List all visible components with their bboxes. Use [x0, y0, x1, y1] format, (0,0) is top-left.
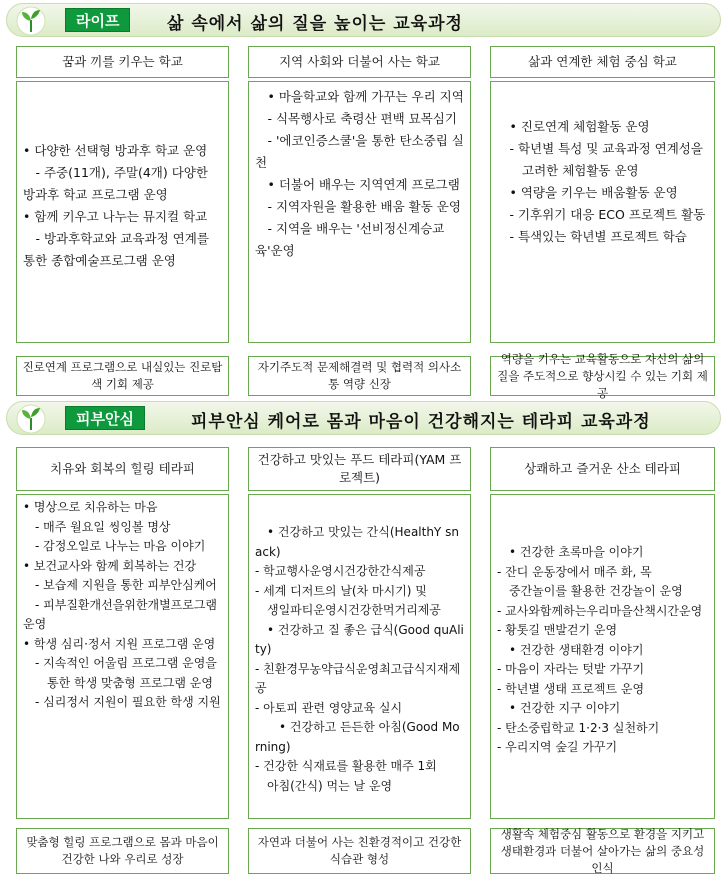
sprout-icon — [13, 404, 49, 434]
list-item: • 건강한 초록마을 이야기 — [497, 545, 644, 559]
list-item: - 특색있는 학년별 프로젝트 학습 — [497, 229, 687, 244]
s2-col1-foot: 맞춤형 힐링 프로그램으로 몸과 마음이 건강한 나와 우리로 성장 — [16, 828, 229, 874]
s2-col3-foot: 생활속 체험중심 활동으로 환경을 지키고 생태환경과 더불어 살아가는 삶의 중요성 인식 — [490, 828, 715, 874]
section1-badge: 라이프 — [65, 8, 130, 32]
list-item: - 매주 월요일 씽잉볼 명상 — [23, 519, 171, 534]
s1-col1-body — [16, 81, 229, 343]
list-item: • 건강하고 맛있는 간식(HealthY snack) — [255, 525, 459, 559]
list-item: - 식목행사로 축령산 편백 묘목심기 — [255, 111, 457, 126]
list-item: • 더불어 배우는 지역연계 프로그램 — [255, 177, 460, 192]
s2-col1-body — [16, 494, 229, 819]
list-item: - 학교행사운영시건강한간식제공 — [255, 564, 426, 578]
list-item: - 심리정서 지원이 필요한 학생 지원 — [23, 695, 221, 709]
list-item: 고려한 체험활동 운영 — [497, 163, 639, 178]
section1-title: 삶 속에서 삶의 질을 높이는 교육과정 — [167, 14, 463, 34]
list-item: • 건강한 지구 이야기 — [497, 701, 621, 715]
list-item: - 학년별 생태 프로젝트 운영 — [497, 681, 645, 696]
list-item: - 잔디 운동장에서 매주 화, 목 — [497, 564, 652, 579]
s1-col2-foot: 자기주도적 문제해결력 및 협력적 의사소통 역량 신장 — [248, 356, 471, 396]
list-item: - 지속적인 어울림 프로그램 운영을 — [23, 656, 217, 670]
list-item: - 세계 디저트의 날(차 마시기) 및 — [255, 583, 427, 598]
list-item: - 보습제 지원을 통한 피부안심케어 — [23, 578, 217, 592]
s2-col3-head: 상쾌하고 즐거운 산소 테라피 — [490, 447, 715, 491]
list-item: - '에코인증스쿨'을 통한 탄소중립 실천 — [255, 133, 464, 170]
list-item: 통한 학생 맞춤형 프로그램 운영 — [23, 675, 213, 690]
s1-col3-head: 삶과 연계한 체험 중심 학교 — [490, 46, 715, 78]
list-item: 중간놀이를 활용한 건강놀이 운영 — [497, 584, 683, 598]
list-item: • 건강한 생태환경 이야기 — [497, 642, 644, 657]
list-item: • 건강하고 질 좋은 급식(Good quAlity) — [255, 622, 464, 656]
list-item: • 명상으로 치유하는 마음 — [23, 500, 158, 514]
s2-col2-head: 건강하고 맛있는 푸드 테라피(YAM 프로젝트) — [248, 447, 471, 491]
list-item: - 황톳길 맨발걷기 운영 — [497, 623, 618, 637]
list-item: - 지역을 배우는 '선비정신계승교육'운영 — [255, 221, 445, 258]
list-item: - 교사와함께하는우리마을산책시간운영 — [497, 603, 703, 618]
list-item: - 건강한 식재료를 활용한 매주 1회 — [255, 759, 437, 773]
list-item: - 주중(11개), 주말(4개) 다양한 방과후 학교 프로그램 운영 — [23, 165, 208, 202]
list-item: - 우리지역 숲길 가꾸기 — [497, 740, 618, 754]
list-item: • 건강하고 든든한 아침(Good Morning) — [255, 720, 460, 754]
list-item: - 마음이 자라는 텃밭 가꾸기 — [497, 662, 645, 676]
list-item: • 진로연계 체험활동 운영 — [497, 119, 650, 134]
list-item: • 마을학교와 함께 가꾸는 우리 지역 — [255, 89, 464, 104]
s2-col2-foot: 자연과 더불어 사는 친환경적이고 건강한 식습관 형성 — [248, 828, 471, 874]
list-item: - 아토피 관련 영양교육 실시 — [255, 700, 403, 715]
list-item: - 탄소중립학교 1·2·3 실천하기 — [497, 720, 660, 735]
list-item: • 함께 키우고 나누는 뮤지컬 학교 — [23, 209, 208, 224]
s2-col1-head: 치유와 회복의 힐링 테라피 — [16, 447, 229, 491]
list-item: • 보건교사와 함께 회복하는 건강 — [23, 558, 197, 573]
s1-col2-head: 지역 사회와 더불어 사는 학교 — [248, 46, 471, 78]
s1-col1-foot: 진로연계 프로그램으로 내실있는 진로탐색 기회 제공 — [16, 356, 229, 396]
list-item: - 지역자원을 활용한 배움 활동 운영 — [255, 199, 461, 214]
list-item: - 피부질환개선을위한개별프로그램운영 — [23, 597, 218, 631]
list-item: • 다양한 선택형 방과후 학교 운영 — [23, 143, 208, 158]
s2-col3-body — [490, 494, 715, 819]
list-item: - 감정오일로 나누는 마음 이야기 — [23, 539, 206, 553]
list-item: - 기후위기 대응 ECO 프로젝트 활동 — [497, 207, 706, 222]
list-item: 아침(간식) 먹는 날 운영 — [255, 778, 393, 793]
section2-title: 피부안심 케어로 몸과 마음이 건강해지는 테라피 교육과정 — [191, 412, 651, 432]
section2-badge: 피부안심 — [65, 406, 145, 430]
s1-col3-foot: 역량을 키우는 교육활동으로 자신의 삶의 질을 주도적으로 향상시킬 수 있는 기회 제공 — [490, 356, 715, 396]
sprout-icon — [13, 6, 49, 36]
list-item: - 방과후학교와 교육과정 연계를 통한 종합예술프로그램 운영 — [23, 231, 209, 268]
s2-col2-body — [248, 494, 471, 819]
list-item: - 학년별 특성 및 교육과정 연계성을 — [497, 141, 703, 156]
section1-banner — [6, 3, 721, 37]
list-item: - 친환경무농약급식운영최고급식지재제공 — [255, 661, 461, 695]
s1-col3-body — [490, 81, 715, 343]
list-item: • 학생 심리·정서 지원 프로그램 운영 — [23, 636, 216, 651]
list-item: • 역량을 키우는 배움활동 운영 — [497, 185, 678, 200]
s1-col2-body — [248, 81, 471, 343]
s1-col1-head: 꿈과 끼를 키우는 학교 — [16, 46, 229, 78]
list-item: 생일파티운영시건강한먹거리제공 — [255, 603, 441, 617]
section2-banner — [6, 401, 721, 435]
